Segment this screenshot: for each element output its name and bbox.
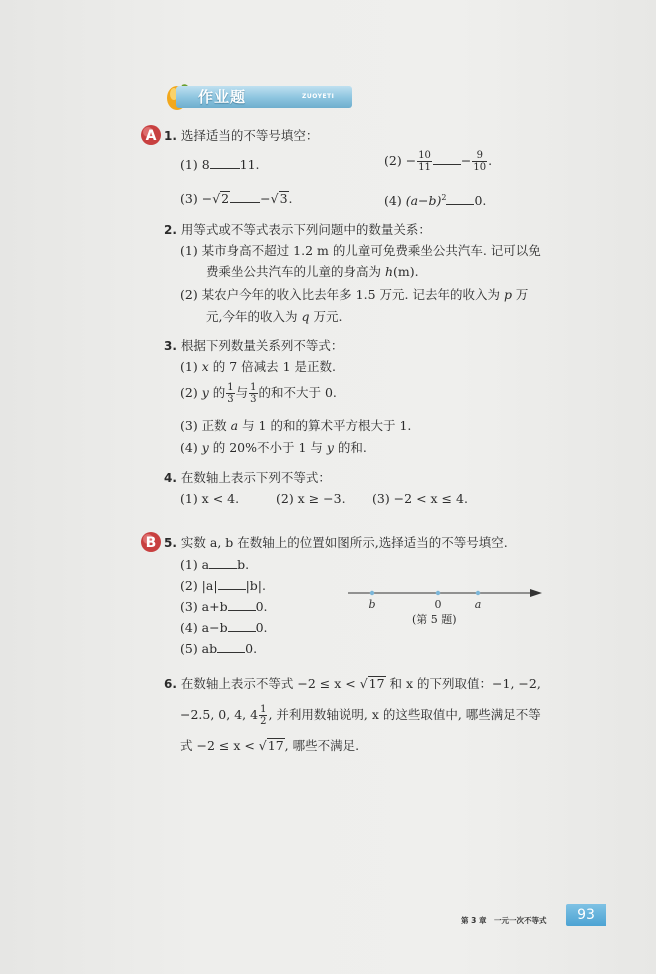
answer-blank[interactable] xyxy=(209,556,237,569)
q1-p2-label: (2) xyxy=(384,153,402,168)
q1-part1 xyxy=(180,156,260,173)
q4-part2: (2) x ≥ −3. xyxy=(276,491,346,506)
q6-number: 6. xyxy=(164,677,177,691)
q4-part3: (3) −2 < x ≤ 4. xyxy=(372,491,468,506)
text: 0. xyxy=(245,641,258,656)
question-6-line3 xyxy=(180,738,359,754)
answer-blank[interactable] xyxy=(228,619,256,632)
text: (4) xyxy=(180,440,202,455)
text: −2.5, 0, 4, 4 xyxy=(180,707,259,722)
q1-part2 xyxy=(384,150,492,173)
q1-p3-minus: − xyxy=(260,191,271,206)
answer-blank[interactable] xyxy=(217,640,245,653)
text: 式 −2 ≤ x < xyxy=(180,738,259,753)
variable: a xyxy=(230,418,239,433)
q5-part1 xyxy=(180,556,249,573)
radicand: 17 xyxy=(368,676,385,691)
q4-text: 在数轴上表示下列不等式： xyxy=(180,470,331,485)
label-a: a xyxy=(474,598,482,611)
text: 和 x 的下列取值：−1, −2, xyxy=(385,676,541,691)
q1-p4-label: (4) xyxy=(384,193,402,209)
q4-part1: (1) x < 4. xyxy=(180,491,240,506)
q1-p3-end: . xyxy=(288,191,293,206)
text: 0. xyxy=(255,599,268,614)
q1-p1-right: 11. xyxy=(239,157,260,172)
badge-a-letter: A xyxy=(145,128,157,144)
answer-blank[interactable] xyxy=(433,152,461,165)
text: 0. xyxy=(255,620,268,635)
question-3 xyxy=(164,338,343,354)
q3-part2 xyxy=(180,382,337,405)
text: (m). xyxy=(393,264,419,279)
answer-blank[interactable] xyxy=(218,577,246,590)
text: (2) xyxy=(180,385,202,400)
q1-number: 1. xyxy=(164,129,177,143)
question-2 xyxy=(164,222,431,238)
text: |b|. xyxy=(245,578,266,593)
text: b. xyxy=(237,557,250,572)
text: (3) 正数 xyxy=(180,418,231,433)
q1-p4-expr: (a−b) xyxy=(405,193,442,209)
q2-number: 2. xyxy=(164,223,177,237)
fraction xyxy=(417,150,432,173)
page-number: 93 xyxy=(566,904,606,926)
variable: h xyxy=(384,264,394,279)
denominator: 2 xyxy=(260,716,267,727)
text: (4) a−b xyxy=(180,620,228,635)
q5-number: 5. xyxy=(164,536,177,550)
text: 万元. xyxy=(309,309,343,324)
denominator: 3 xyxy=(250,394,257,405)
text: 与 xyxy=(235,385,249,400)
q5-text: 实数 a, b 在数轴上的位置如图所示,选择适当的不等号填空. xyxy=(180,535,508,550)
q1-p1-label: (1) xyxy=(180,157,198,172)
q3-number: 3. xyxy=(164,339,177,353)
q2-part1-line2 xyxy=(206,264,419,280)
point-a xyxy=(476,591,480,595)
q1-p1-left: 8 xyxy=(201,157,210,172)
q2-part2-line2 xyxy=(206,309,342,325)
numerator: 10 xyxy=(418,150,431,161)
answer-blank[interactable] xyxy=(210,156,240,169)
text: 的 20%不小于 1 与 xyxy=(208,440,327,455)
text: 元,今年的收入为 xyxy=(206,309,302,324)
q5-part3 xyxy=(180,598,268,615)
footer-chapter: 第 3 章 一元一次不等式 xyxy=(461,916,547,925)
text: (3) a+b xyxy=(180,599,228,614)
figure-caption: (第 5 题) xyxy=(412,613,457,626)
text: (1) xyxy=(180,359,202,374)
text: (5) ab xyxy=(180,641,218,656)
q5-part2 xyxy=(180,577,266,594)
denominator: 3 xyxy=(227,394,234,405)
q1-part4 xyxy=(384,190,486,209)
answer-blank[interactable] xyxy=(446,192,474,205)
question-6-line1 xyxy=(164,676,541,692)
text: 的 7 倍减去 1 是正数. xyxy=(208,359,336,374)
radicand: 3 xyxy=(279,191,288,206)
variable: x xyxy=(201,359,209,374)
text: 的 xyxy=(208,385,226,400)
fraction xyxy=(472,150,487,173)
text: 与 1 的和的算术平方根大于 1. xyxy=(238,418,412,433)
q3-part4 xyxy=(180,440,367,456)
fraction xyxy=(249,382,257,405)
label-0: 0 xyxy=(434,598,442,611)
q4-number: 4. xyxy=(164,471,177,485)
q1-p2-minus: − xyxy=(460,153,472,168)
fraction xyxy=(226,382,234,405)
denominator: 10 xyxy=(473,162,487,173)
variable: y xyxy=(326,440,334,455)
q5-part4 xyxy=(180,619,268,636)
variable: p xyxy=(503,287,512,302)
point-b xyxy=(370,591,374,595)
text: , 哪些不满足. xyxy=(284,738,360,753)
text: 万 xyxy=(511,287,529,302)
q3-part3 xyxy=(180,418,411,434)
q5-part5 xyxy=(180,640,257,657)
text: (2) 某农户今年的收入比去年多 1.5 万元. 记去年的收入为 xyxy=(180,287,504,302)
answer-blank[interactable] xyxy=(228,598,256,611)
label-b: b xyxy=(368,598,376,611)
section-title: 作业题 xyxy=(198,88,247,106)
question-4 xyxy=(164,470,331,486)
text: 的和. xyxy=(333,440,367,455)
text: 费乘坐公共汽车的儿童的身高为 xyxy=(206,264,385,279)
text: (1) a xyxy=(180,557,210,572)
sqrt-icon: √ xyxy=(270,191,279,206)
section-subtitle: ZUOYETI xyxy=(302,93,335,100)
numerator: 1 xyxy=(227,382,234,393)
numerator: 1 xyxy=(250,382,257,393)
q1-part3 xyxy=(180,190,293,207)
q3-part1 xyxy=(180,359,336,375)
q1-p3-minus: − xyxy=(201,191,213,206)
badge-b-letter: B xyxy=(145,535,157,551)
q2-part2-line1 xyxy=(180,287,528,303)
question-6-line2 xyxy=(180,704,541,727)
radicand: 2 xyxy=(221,191,230,206)
q1-text: 选择适当的不等号填空： xyxy=(180,128,319,143)
q1-p3-label: (3) xyxy=(180,191,198,206)
q2-part1-line1: (1) 某市身高不超过 1.2 m 的儿童可免费乘坐公共汽车. 记可以免 xyxy=(180,243,541,258)
sqrt-icon: √ xyxy=(258,738,267,753)
variable: y xyxy=(201,440,209,455)
badge-a-icon xyxy=(140,124,162,146)
exponent: 2 xyxy=(441,193,447,202)
q1-p2-end: . xyxy=(488,153,493,168)
text: 在数轴上表示不等式 −2 ≤ x < xyxy=(180,676,360,691)
sqrt-icon: √ xyxy=(359,676,368,691)
badge-b-icon xyxy=(140,531,162,553)
numerator: 9 xyxy=(472,150,487,162)
denominator: 11 xyxy=(418,162,431,173)
number-line-figure xyxy=(344,584,548,614)
variable: y xyxy=(201,385,209,400)
text: (2) |a| xyxy=(180,578,218,593)
numerator: 1 xyxy=(260,704,267,715)
q1-p4-end: 0. xyxy=(474,193,487,209)
question-1 xyxy=(164,128,318,144)
text: , 并利用数轴说明, x 的这些取值中, 哪些满足不等 xyxy=(268,707,541,722)
text: 的和不大于 0. xyxy=(258,385,337,400)
variable: q xyxy=(301,309,310,324)
fraction xyxy=(259,704,267,727)
sqrt-icon: √ xyxy=(212,191,221,206)
arrow-right-icon xyxy=(530,589,542,597)
q2-text: 用等式或不等式表示下列问题中的数量关系： xyxy=(180,222,431,237)
question-5 xyxy=(164,535,508,551)
radicand: 17 xyxy=(267,738,284,753)
answer-blank[interactable] xyxy=(230,190,260,203)
q1-p2-minus: − xyxy=(405,153,417,168)
point-0 xyxy=(436,591,440,595)
q3-text: 根据下列数量关系列不等式： xyxy=(180,338,344,353)
